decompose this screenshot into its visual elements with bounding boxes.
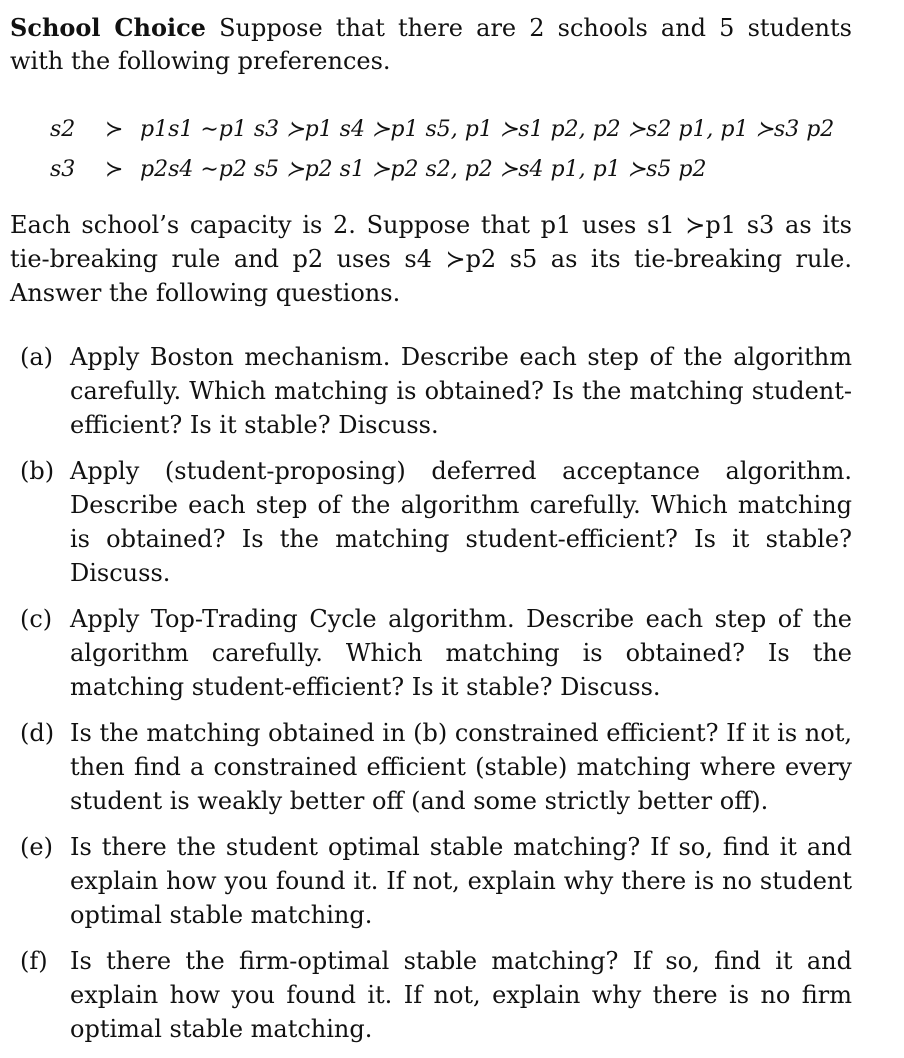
problem-heading: School Choice <box>10 13 206 42</box>
question-item <box>20 454 852 590</box>
problem-intro <box>10 11 852 78</box>
question-item <box>20 944 852 1046</box>
preference-rhs: p1s1 ∼p1 s3 ≻p1 s4 ≻p1 s5, p1 ≻s1 p2, p2 ≻s2 p1, p1 ≻s3 p2 <box>140 117 835 142</box>
preference-row <box>50 150 870 190</box>
question-item <box>20 830 852 932</box>
question-label: (d) <box>20 719 55 747</box>
question-text: Apply (student-proposing) deferred acceptance algorithm. Describe each step of the algorithm carefully. Which matching is obtained? Is the matching student-efficient? Is it stable? Discuss. <box>70 457 852 587</box>
preference-relation: ≻ <box>105 157 124 182</box>
preference-rhs: p2s4 ∼p2 s5 ≻p2 s1 ≻p2 s2, p2 ≻s4 p1, p1 ≻s5 p2 <box>140 157 707 182</box>
question-label: (b) <box>20 457 55 485</box>
question-text: Apply Top-Trading Cycle algorithm. Describe each step of the algorithm carefully. Which matching is obtained? Is the matching student-efficient? Is it stable? Discuss. <box>70 605 852 701</box>
question-text: Is the matching obtained in (b) constrained efficient? If it is not, then find a constrained efficient (stable) matching where every student is weakly better off (and some strictly better off). <box>70 719 852 815</box>
capacity-paragraph: Each school’s capacity is 2. Suppose that p1 uses s1 ≻p1 s3 as its tie-breaking rule and p2 uses s4 ≻p2 s5 as its tie-breaking rule. Answer the following questions. <box>10 211 852 307</box>
question-text: Is there the firm-optimal stable matching? If so, find it and explain how you found it. If not, explain why there is no firm optimal stable matching. <box>70 947 852 1043</box>
question-list <box>20 340 852 1058</box>
question-text: Apply Boston mechanism. Describe each step of the algorithm carefully. Which matching is obtained? Is the matching student-efficient? Is it stable? Discuss. <box>70 343 852 439</box>
intro-text: Suppose that there are 2 schools and 5 students with the following preferences. <box>10 14 852 75</box>
preference-row <box>50 110 870 150</box>
preference-lhs: s3 <box>50 157 76 182</box>
question-item <box>20 602 852 704</box>
question-label: (f) <box>20 947 48 975</box>
question-item <box>20 340 852 442</box>
preference-list <box>50 110 870 190</box>
preference-lhs: s2 <box>50 117 76 142</box>
question-label: (a) <box>20 343 54 371</box>
question-item <box>20 716 852 818</box>
question-label: (c) <box>20 605 53 633</box>
question-label: (e) <box>20 833 53 861</box>
question-text: Is there the student optimal stable matching? If so, find it and explain how you found it. If not, explain why there is no student optimal stable matching. <box>70 833 852 929</box>
preference-relation: ≻ <box>105 117 124 142</box>
